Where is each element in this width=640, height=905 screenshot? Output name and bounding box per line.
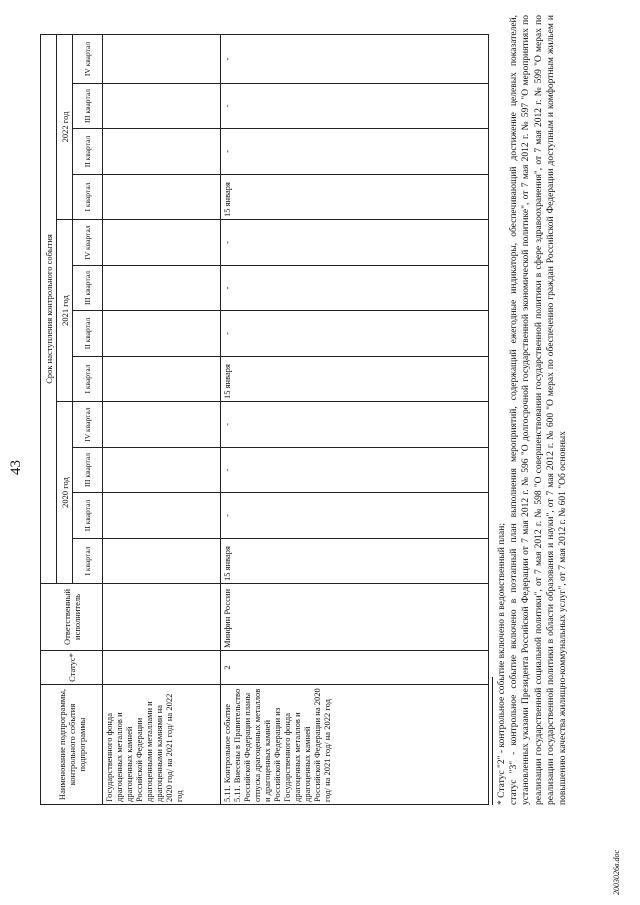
row-status: 2 xyxy=(221,651,489,685)
header-quarter: II квартал xyxy=(73,129,103,175)
footnote-separator xyxy=(492,677,493,805)
header-quarter: I квартал xyxy=(73,357,103,402)
row-executor: Минфин России xyxy=(221,584,489,651)
row-cell: 15 января xyxy=(221,539,489,584)
page-number: 43 xyxy=(8,460,24,475)
row-cell: - xyxy=(221,84,489,129)
row-cell: - xyxy=(221,220,489,266)
file-code: 2003026в.doc xyxy=(612,849,621,895)
row-cell: - xyxy=(221,266,489,311)
header-quarter: IV квартал xyxy=(73,220,103,266)
footnote-status-2: * Статус "2" - контрольное событие включено в ведомственный план; xyxy=(497,523,507,805)
footnote-status-3: статус "3" - контрольное событие включено в поэтапный план выполнения мероприятий, содержащий ежегодные индикаторы, обеспечивающий достижение целевых показателей, установленных указами Президента Российской Федерации от 7 мая 2012 г. № 596 "О долгосрочной государственной экономической политике", от 7 мая 2012 г. № 597 "О мероприятиях по реализации государственной социальной политики", от 7 мая 2012 г. № 598 "О совершенствовании государственной политики в сфере здравоохранения", от 7 мая 2012 г. № 599 "О мерах по реализации государственной политики в области образования и науки", от 7 мая 2012 г. № 600 "О мерах по обеспечению граждан Российской Федерации доступным и комфортным жильем и повышению качества жилищно-коммунальных услуг", от 7 мая 2012 г. № 601 "Об основных xyxy=(509,15,569,805)
row-name: 5.11. Контрольное событие 5.11. Внесены в Правительство Российской Федерации планы отпуска драгоценных металлов и драгоценных камней Российской Федерации из Государственного фонда драгоценных металлов и драгоценных камней Российской Федерации на 2020 год/ на 2021 год/ на 2022 год xyxy=(221,685,489,805)
row-cell xyxy=(103,448,221,493)
row-cell xyxy=(103,266,221,311)
header-quarter: III квартал xyxy=(73,266,103,311)
row-cell: - xyxy=(221,129,489,175)
row-cell: - xyxy=(221,448,489,493)
footnotes xyxy=(496,15,569,805)
row-cell xyxy=(103,539,221,584)
row-name: Государственного фонда драгоценных металлов и драгоценных камней Российской Федерации драгоценными металлами и драгоценными камнями на 2020 год/ на 2021 год/ на 2022 год xyxy=(103,685,221,805)
row-cell xyxy=(103,357,221,402)
row-cell xyxy=(103,84,221,129)
header-quarter: IV квартал xyxy=(73,34,103,83)
header-name: Наименование подпрограммы, контрольного события подпрограммы xyxy=(41,685,103,805)
row-status xyxy=(103,651,221,685)
header-year-2021: 2021 год xyxy=(57,220,73,402)
header-quarter: I квартал xyxy=(73,539,103,584)
header-quarter: IV квартал xyxy=(73,402,103,448)
header-quarter: II квартал xyxy=(73,311,103,357)
header-status: Статус* xyxy=(41,651,103,685)
table-row xyxy=(221,34,489,804)
row-cell xyxy=(103,129,221,175)
row-cell: - xyxy=(221,493,489,539)
row-executor xyxy=(103,584,221,651)
header-deadline: Срок наступления контрольного события xyxy=(41,34,57,583)
row-cell xyxy=(103,175,221,220)
header-quarter: I квартал xyxy=(73,175,103,220)
row-cell xyxy=(103,493,221,539)
header-year-2020: 2020 год xyxy=(57,402,73,584)
row-cell: - xyxy=(221,34,489,83)
header-year-2022: 2022 год xyxy=(57,34,73,219)
row-cell xyxy=(103,220,221,266)
row-cell: 15 января xyxy=(221,175,489,220)
row-cell: - xyxy=(221,311,489,357)
row-cell xyxy=(103,34,221,83)
row-cell xyxy=(103,402,221,448)
row-cell xyxy=(103,311,221,357)
row-cell: - xyxy=(221,402,489,448)
header-quarter: III квартал xyxy=(73,448,103,493)
header-quarter: III квартал xyxy=(73,84,103,129)
row-cell: 15 января xyxy=(221,357,489,402)
header-quarter: II квартал xyxy=(73,493,103,539)
control-events-table xyxy=(40,34,489,805)
header-executor: Ответственный исполнитель xyxy=(41,584,103,651)
table-row xyxy=(103,34,221,804)
